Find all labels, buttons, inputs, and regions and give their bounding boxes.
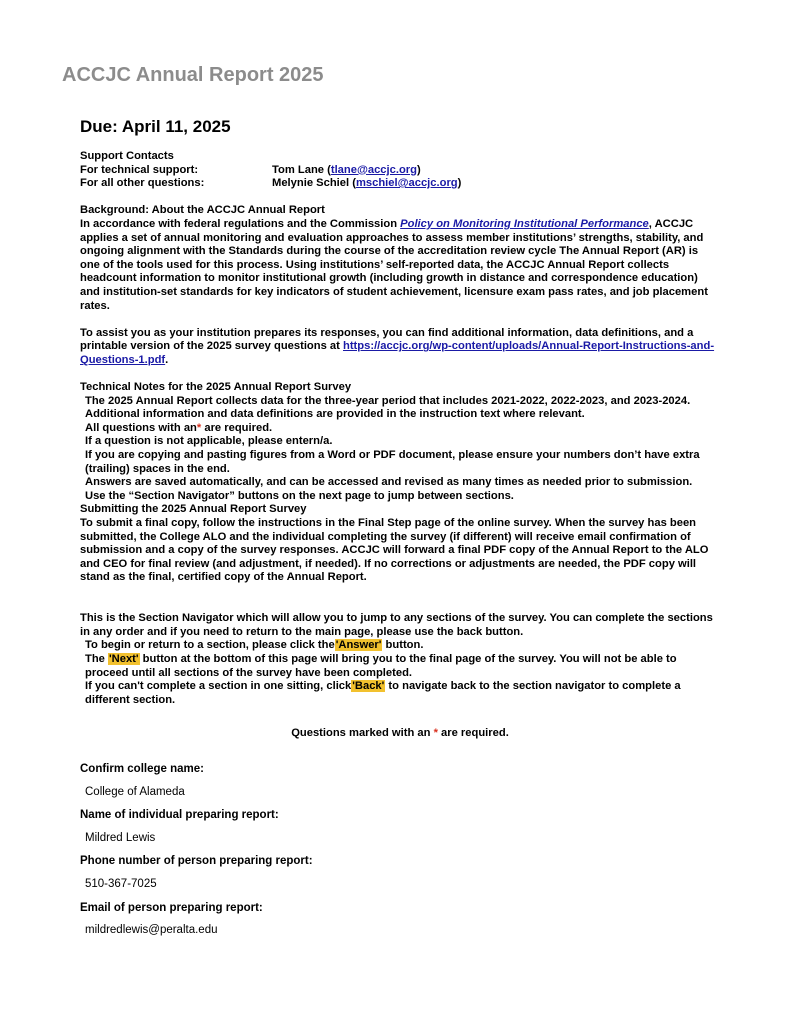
technical-support-label: For technical support:	[80, 163, 199, 176]
other-questions-email-link[interactable]: mschiel@accjc.org	[355, 177, 458, 190]
technical-note: The 2025 Annual Report collects data for the three-year period that includes 2021-2022, 2022-2023, and 2023-2024.	[85, 394, 691, 407]
question-label: Phone number of person preparing report:	[80, 855, 313, 868]
back-button-highlight: 'Back'	[352, 680, 385, 693]
answer-value: 510-367-7025	[85, 877, 157, 890]
background-paragraph-2: To assist you as your institution prepares its responses, you can find additional information, data definitions, and a printable version of the 2025 survey questions at https://accjc.org/wp-content/uploads/Annual-Report-Instructions-and-Questions-1.pdf.	[80, 326, 715, 366]
technical-note: Use the “Section Navigator” buttons on the next page to jump between sections.	[85, 489, 514, 502]
question-label: Confirm college name:	[80, 762, 204, 775]
technical-note: If a question is not applicable, please entern/a.	[85, 435, 333, 448]
policy-link[interactable]: Policy on Monitoring Institutional Performance	[400, 217, 649, 230]
support-technical-row	[80, 164, 720, 178]
question-block	[80, 809, 720, 845]
support-heading: Support Contacts	[80, 150, 174, 162]
instructions-pdf-link[interactable]: https://accjc.org/wp-content/uploads/Annual-Report-Instructions-and-Questions-1.pdf	[80, 340, 715, 366]
technical-note: If you are copying and pasting figures from a Word or PDF document, please ensure your numbers don’t have extra (trailing) spaces in the end.	[85, 449, 700, 475]
question-label: Name of individual preparing report:	[80, 809, 279, 822]
answer-value: College of Alameda	[85, 785, 185, 798]
required-asterisk: *	[433, 727, 438, 740]
question-block	[80, 763, 720, 799]
navigator-instruction: If you can't complete a section in one sitting, click'Back' to navigate back to the section navigator to complete a different section.	[85, 680, 681, 706]
support-other-row	[80, 177, 720, 191]
technical-note: Answers are saved automatically, and can be accessed and revised as many times as needed prior to submission.	[85, 476, 693, 489]
technical-support-email-link[interactable]: tlane@accjc.org	[330, 163, 417, 176]
submitting-heading: Submitting the 2025 Annual Report Survey	[80, 503, 307, 516]
answer-value: Mildred Lewis	[85, 831, 156, 844]
navigator-instruction: To begin or return to a section, please click the'Answer' button.	[85, 639, 424, 652]
navigator-intro: This is the Section Navigator which will allow you to jump to any sections of the survey. You can complete the sections in any order and if you need to return to the main page, please use the back button.	[80, 612, 713, 638]
other-questions-label: For all other questions:	[80, 177, 205, 190]
background-heading: Background: About the ACCJC Annual Report	[80, 204, 325, 217]
technical-note: All questions with an* are required.	[85, 421, 273, 434]
required-note: Questions marked with an * are required.	[291, 727, 509, 740]
navigator-instruction: The 'Next' button at the bottom of this page will bring you to the final page of the survey. You will not be able to proceed until all sections of the survey have been completed.	[85, 652, 677, 679]
other-questions-contact: Melynie Schiel (mschiel@accjc.org)	[272, 177, 462, 190]
answer-button-highlight: 'Answer'	[335, 639, 382, 652]
due-date: Due: April 11, 2025	[80, 117, 231, 136]
document-body	[80, 150, 720, 938]
page-title: ACCJC Annual Report 2025	[62, 64, 324, 86]
background-paragraph-1: In accordance with federal regulations and the Commission Policy on Monitoring Institutional Performance, ACCJC applies a set of annual monitoring and evaluation approaches to assess member institutions’ strengths, stability, and ongoing alignment with the Standards during the course of the accreditation review cycle The Annual Report (AR) is one of the tools used for this process. Using institutions’ self-reported data, the ACCJC Annual Report collects headcount information to monitor institutional growth (including growth in distance and correspondence education) and institution-set standards for key indicators of student achievement, licensure exam pass rates, and job placement rates.	[80, 217, 708, 312]
question-block	[80, 902, 720, 938]
question-block	[80, 855, 720, 891]
question-label: Email of person preparing report:	[80, 901, 263, 914]
technical-support-contact: Tom Lane (tlane@accjc.org)	[272, 163, 421, 176]
technical-notes-heading: Technical Notes for the 2025 Annual Report Survey	[80, 381, 352, 394]
next-button-highlight: 'Next'	[109, 652, 139, 665]
answer-value: mildredlewis@peralta.edu	[85, 924, 218, 937]
submitting-text: To submit a final copy, follow the instructions in the Final Step page of the online survey. When the survey has been submitted, the College ALO and the individual completing the survey (if different) will receive email confirmation of submission and a copy of the survey responses. ACCJC will forward a final PDF copy of the Annual Report to the ALO and CEO for final review (and adjustment, if needed). If no corrections or adjustments are needed, the PDF copy will stand as the final, certified copy of the Annual Report.	[80, 517, 709, 584]
required-asterisk: *	[196, 421, 202, 434]
technical-note: Additional information and data definitions are provided in the instruction text where relevant.	[85, 408, 585, 421]
